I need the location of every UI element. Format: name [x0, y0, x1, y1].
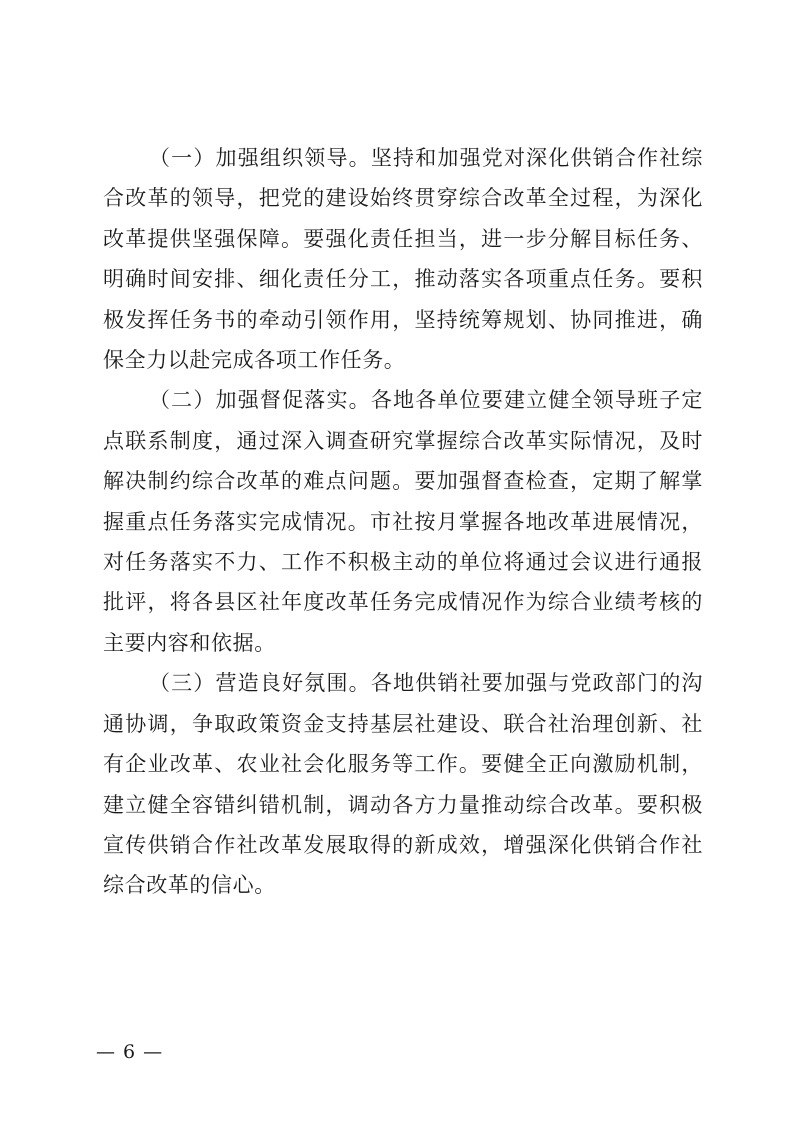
paragraph-3-heading: （三）营造良好氛围。 [149, 671, 371, 696]
paragraph-1-text: 坚持和加强党对深化供销合作社综合改革的领导，把党的建设始终贯穿综合改革全过程，为深化改革提供坚强保障。要强化责任担当，进一步分解目标任务、明确时间安排、细化责任分工，推动落实各项重点任务。要积极发挥任务书的牵动引领作用，坚持统筹规划、协同推进，确保全力以赴完成各项工作任务。 [103, 146, 704, 373]
paragraph-3-text: 各地供销社要加强与党政部门的沟通协调，争取政策资金支持基层社建设、联合社治理创新、社有企业改革、农业社会化服务等工作。要健全正向激励机制，建立健全容错纠错机制，调动各方力量推动综合改革。要积极宣传供销合作社改革发展取得的新成效，增强深化供销合作社综合改革的信心。 [103, 671, 704, 898]
paragraph-1-heading: （一）加强组织领导。 [149, 146, 371, 170]
paragraph-2-heading: （二）加强督促落实。 [149, 388, 371, 413]
paragraph-1 [103, 138, 703, 380]
paragraph-2-text: 各地各单位要建立健全领导班子定点联系制度，通过深入调查研究掌握综合改革实际情况，及时解决制约综合改革的难点问题。要加强督查检查，定期了解掌握重点任务落实完成情况。市社按月掌握各地改革进展情况，对任务落实不力、工作不积极主动的单位将通过会议进行通报批评，将各县区社年度改革任务完成情况作为综合业绩考核的主要内容和依据。 [103, 388, 704, 655]
paragraph-3 [103, 663, 703, 905]
document-body [103, 138, 703, 906]
paragraph-2 [103, 380, 703, 663]
page-number: — 6 — [96, 1041, 164, 1063]
